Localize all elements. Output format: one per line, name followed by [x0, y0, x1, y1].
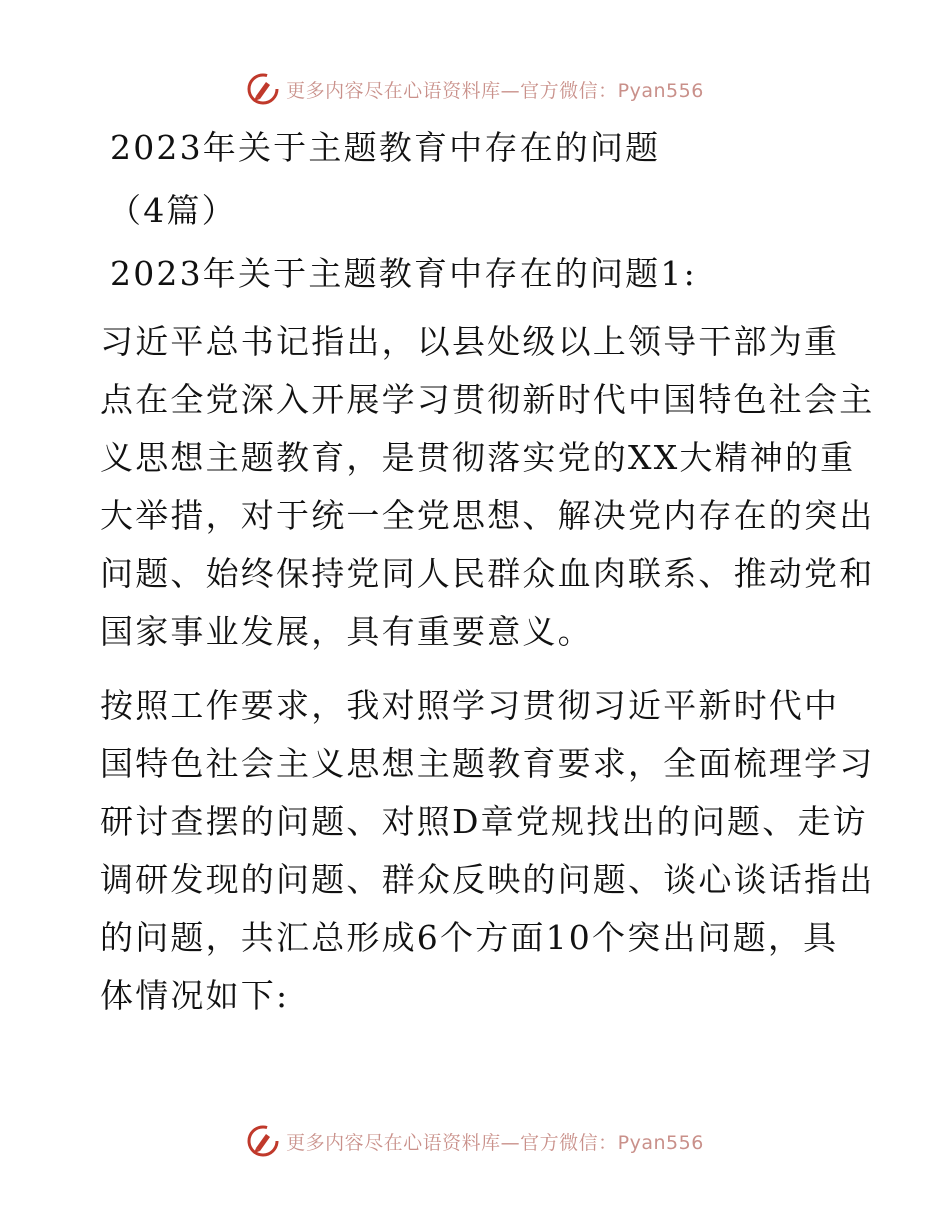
- paragraph-line: 习近平总书记指出，以县处级以上领导干部为重: [100, 322, 840, 361]
- paragraph-line: 体情况如下:: [100, 976, 290, 1015]
- watermark-text: 更多内容尽在心语资料库—官方微信：Pyan556: [286, 79, 704, 102]
- document-body: [100, 124, 875, 1025]
- pen-logo-icon: [246, 72, 280, 106]
- paragraph-line: 大举措，对于统一全党思想、解决党内存在的突出: [100, 496, 875, 535]
- document-subtitle: （4篇）: [108, 191, 237, 230]
- paragraph-line: 按照工作要求，我对照学习贯彻习近平新时代中: [100, 686, 840, 725]
- paragraph-line: 国特色社会主义思想主题教育要求，全面梳理学习: [100, 744, 875, 783]
- section-heading: 2023年关于主题教育中存在的问题1:: [110, 254, 697, 293]
- paragraph-line: 国家事业发展，具有重要意义。: [100, 612, 593, 651]
- document-title: 2023年关于主题教育中存在的问题: [110, 128, 661, 167]
- paragraph-1: [100, 313, 875, 661]
- watermark-header: [0, 72, 950, 106]
- paragraph-line: 研讨查摆的问题、对照D章党规找出的问题、走访: [100, 802, 868, 841]
- paragraph-line: 调研发现的问题、群众反映的问题、谈心谈话指出: [100, 860, 875, 899]
- paragraph-line: 的问题，共汇总形成6个方面10个突出问题，具: [100, 918, 839, 957]
- watermark-footer: [0, 1124, 950, 1158]
- paragraph-line: 问题、始终保持党同人民群众血肉联系、推动党和: [100, 554, 875, 593]
- paragraph-line: 点在全党深入开展学习贯彻新时代中国特色社会主: [100, 380, 875, 419]
- pen-logo-icon: [246, 1124, 280, 1158]
- watermark-text: 更多内容尽在心语资料库—官方微信：Pyan556: [286, 1131, 704, 1154]
- paragraph-line: 义思想主题教育，是贯彻落实党的XX大精神的重: [100, 438, 856, 477]
- paragraph-2: [100, 677, 875, 1025]
